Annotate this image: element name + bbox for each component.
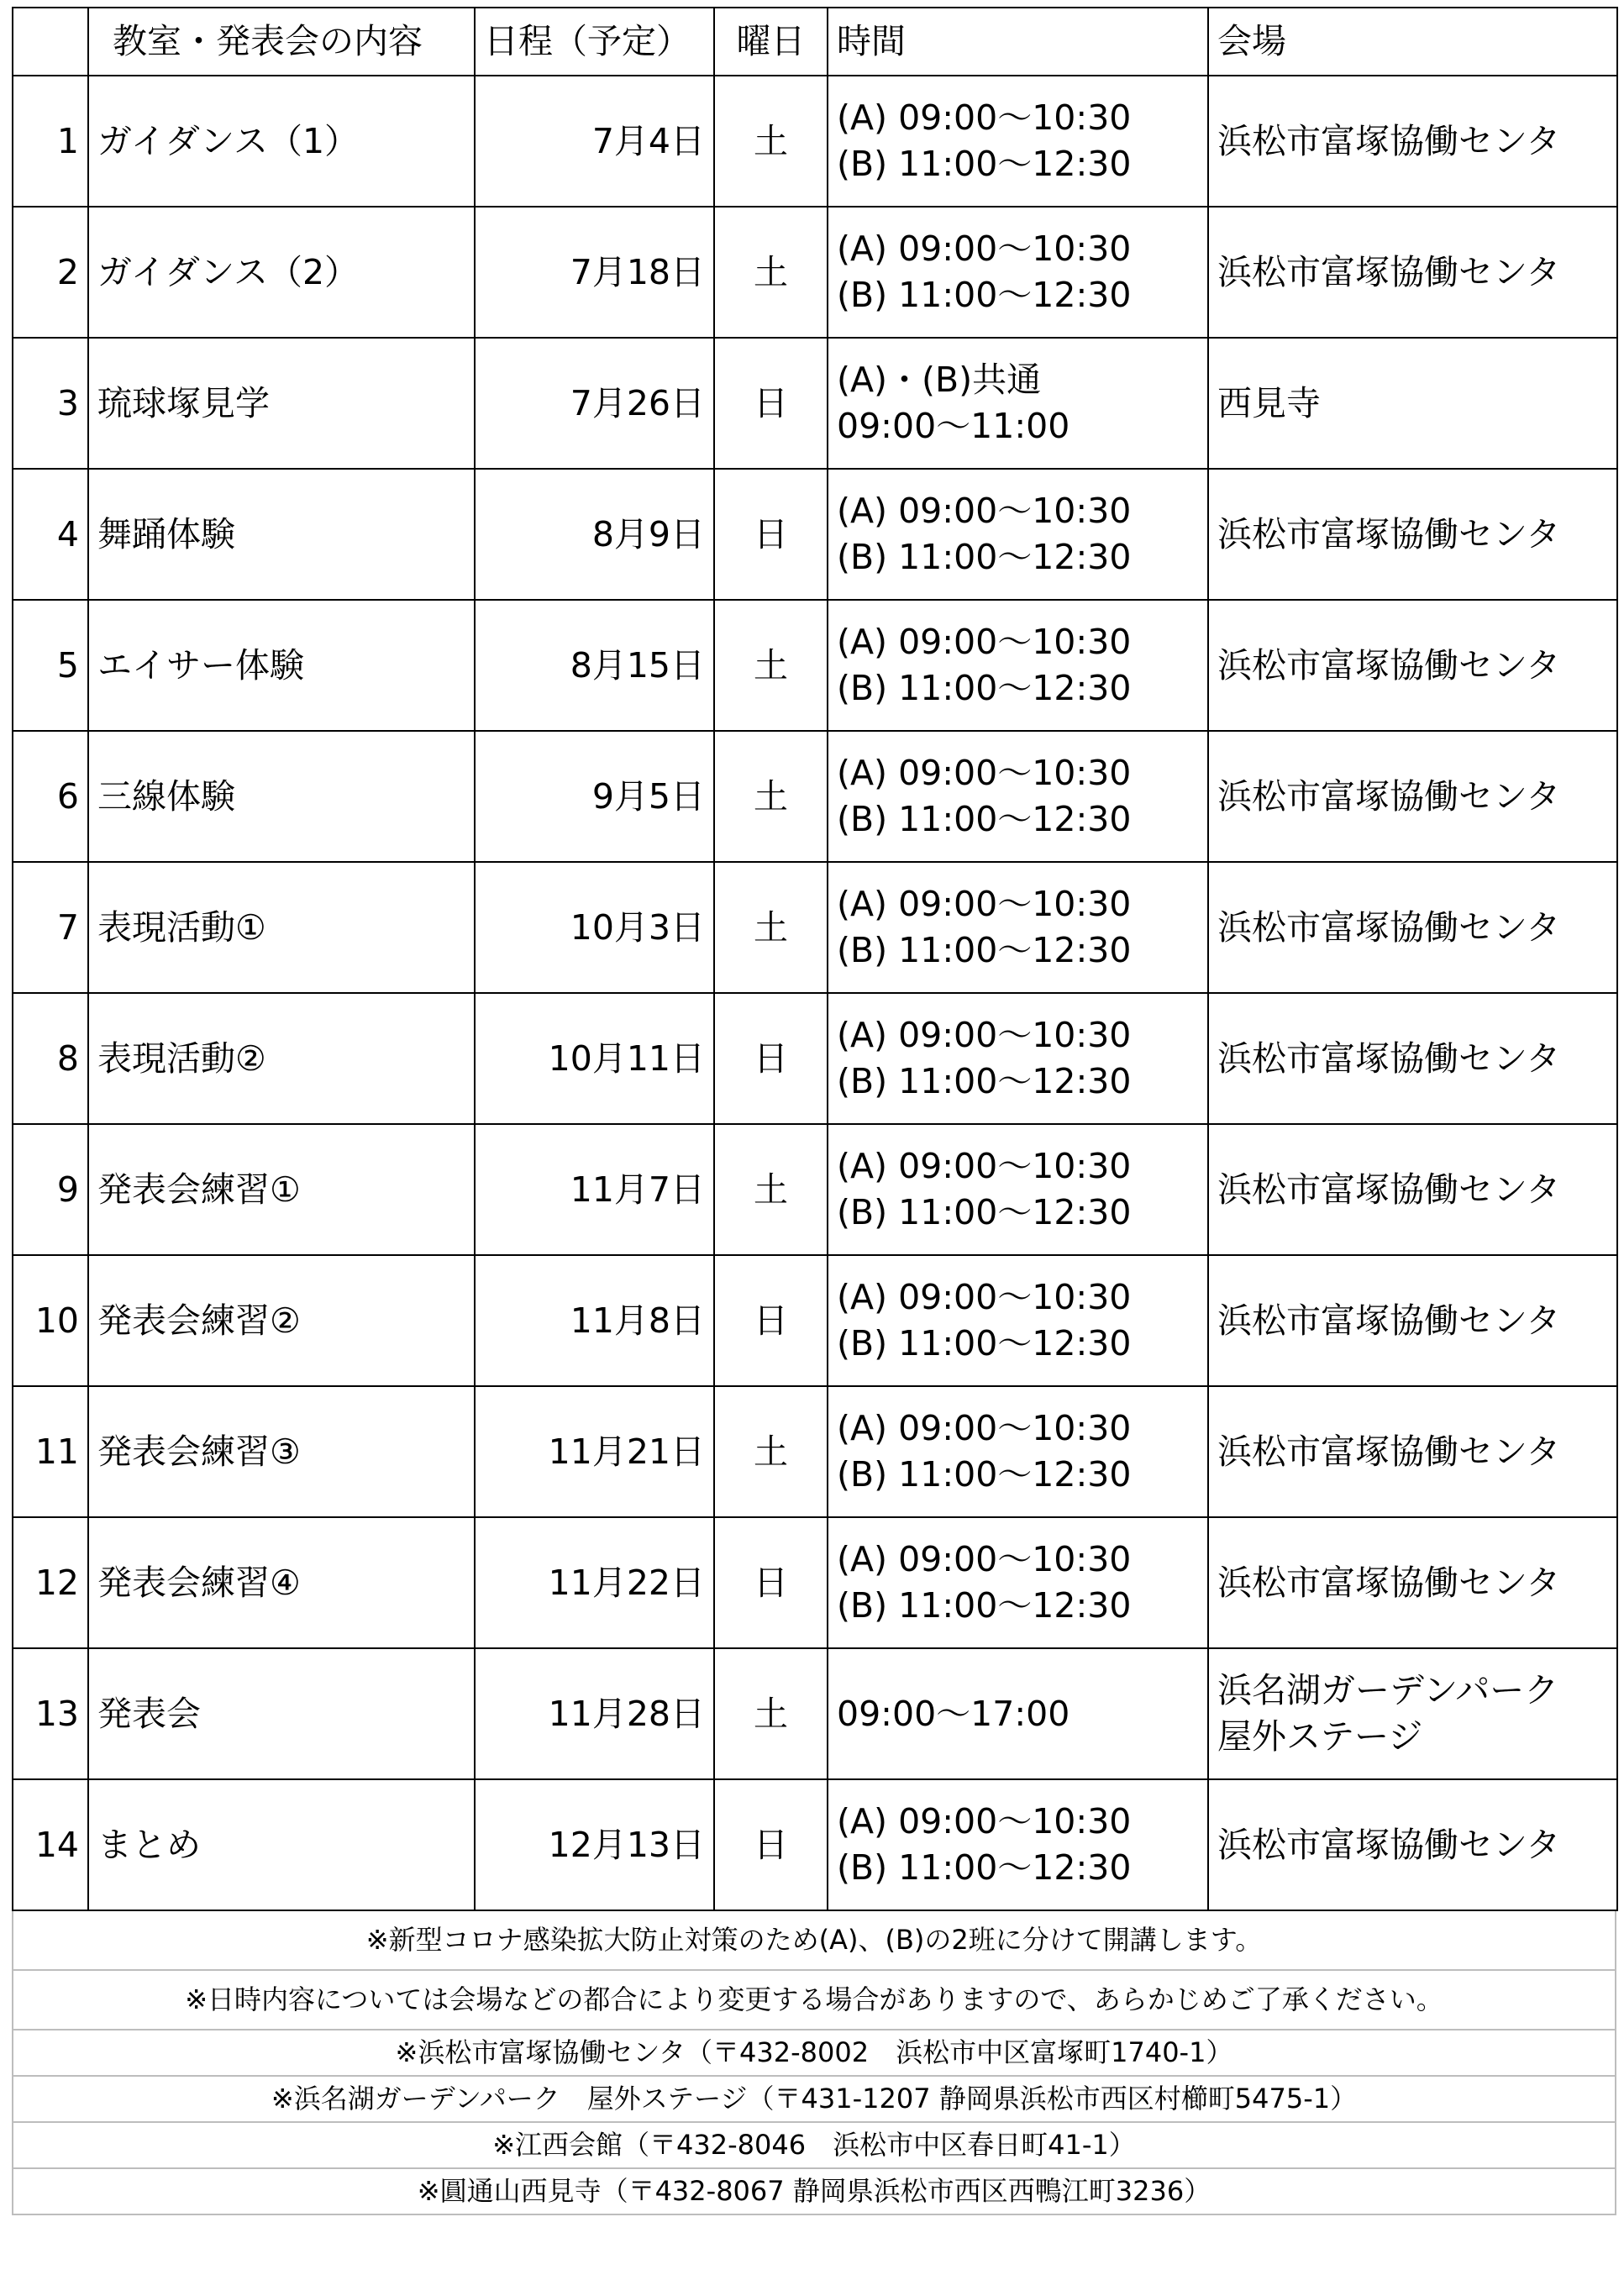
venue-line: 浜名湖ガーデンパーク bbox=[1217, 1670, 1559, 1710]
time-line: (B) 11:00～12:30 bbox=[837, 799, 1132, 839]
row-day-of-week: 土 bbox=[714, 862, 828, 993]
venue-line: 浜松市富塚協働センタ bbox=[1217, 775, 1561, 817]
table-row bbox=[13, 1124, 1617, 1255]
row-venue bbox=[1208, 993, 1617, 1124]
row-day-of-week: 日 bbox=[714, 1779, 828, 1910]
row-time bbox=[828, 1124, 1208, 1255]
time-line: (A) 09:00～10:30 bbox=[837, 1408, 1132, 1448]
row-content: 発表会練習③ bbox=[88, 1386, 475, 1517]
table-row bbox=[13, 1255, 1617, 1386]
row-venue bbox=[1208, 600, 1617, 731]
row-day-of-week: 日 bbox=[714, 993, 828, 1124]
table-row bbox=[13, 469, 1617, 600]
time-line: (A) 09:00～10:30 bbox=[837, 229, 1132, 269]
schedule-document bbox=[12, 7, 1616, 2215]
time-line: (B) 11:00～12:30 bbox=[837, 144, 1132, 184]
time-line: (A) 09:00～10:30 bbox=[837, 1801, 1132, 1841]
row-time bbox=[828, 862, 1208, 993]
time-line: (B) 11:00～12:30 bbox=[837, 1585, 1132, 1626]
time-line: (A) 09:00～10:30 bbox=[837, 1146, 1132, 1186]
row-content: ガイダンス（1） bbox=[88, 76, 475, 207]
row-content: 発表会 bbox=[88, 1648, 475, 1779]
time-line: (B) 11:00～12:30 bbox=[837, 1192, 1132, 1232]
venue-line: 浜松市富塚協働センタ bbox=[1217, 1431, 1561, 1472]
row-date: 8月9日 bbox=[475, 469, 714, 600]
row-time bbox=[828, 1517, 1208, 1648]
time-line: (A) 09:00～10:30 bbox=[837, 884, 1132, 924]
row-day-of-week: 土 bbox=[714, 76, 828, 207]
venue-line: 西見寺 bbox=[1217, 382, 1321, 423]
row-date: 11月22日 bbox=[475, 1517, 714, 1648]
time-line: (A) 09:00～10:30 bbox=[837, 1539, 1132, 1579]
venue-line: 浜松市富塚協働センタ bbox=[1217, 1824, 1561, 1865]
row-date: 11月8日 bbox=[475, 1255, 714, 1386]
row-content: 発表会練習① bbox=[88, 1124, 475, 1255]
row-date: 7月4日 bbox=[475, 76, 714, 207]
time-line: (B) 11:00～12:30 bbox=[837, 1454, 1132, 1495]
row-time bbox=[828, 1779, 1208, 1910]
row-day-of-week: 土 bbox=[714, 1648, 828, 1779]
time-line: (B) 11:00～12:30 bbox=[837, 275, 1132, 315]
table-row bbox=[13, 207, 1617, 338]
venue-line: 浜松市富塚協働センタ bbox=[1217, 1038, 1561, 1079]
row-venue bbox=[1208, 731, 1617, 862]
table-row bbox=[13, 600, 1617, 731]
venue-line: 浜松市富塚協働センタ bbox=[1217, 251, 1561, 292]
row-time bbox=[828, 1386, 1208, 1517]
row-day-of-week: 日 bbox=[714, 1517, 828, 1648]
row-date: 11月21日 bbox=[475, 1386, 714, 1517]
time-line: (B) 11:00～12:30 bbox=[837, 1847, 1132, 1888]
row-venue bbox=[1208, 1386, 1617, 1517]
table-row bbox=[13, 993, 1617, 1124]
row-number: 7 bbox=[13, 862, 88, 993]
table-row bbox=[13, 1779, 1617, 1910]
time-line: (A) 09:00～10:30 bbox=[837, 1015, 1132, 1055]
venue-line: 浜松市富塚協働センタ bbox=[1217, 513, 1561, 554]
table-row bbox=[13, 862, 1617, 993]
row-time bbox=[828, 600, 1208, 731]
row-content: まとめ bbox=[88, 1779, 475, 1910]
row-date: 10月11日 bbox=[475, 993, 714, 1124]
row-date: 10月3日 bbox=[475, 862, 714, 993]
row-date: 7月18日 bbox=[475, 207, 714, 338]
row-time bbox=[828, 76, 1208, 207]
time-line: (A) 09:00～10:30 bbox=[837, 491, 1132, 531]
row-venue bbox=[1208, 207, 1617, 338]
time-line: (A) 09:00～10:30 bbox=[837, 97, 1132, 138]
row-content: 発表会練習④ bbox=[88, 1517, 475, 1648]
header-time: 時間 bbox=[828, 8, 1208, 76]
row-day-of-week: 土 bbox=[714, 1124, 828, 1255]
note-line: ※浜名湖ガーデンパーク 屋外ステージ（〒431-1207 静岡県浜松市西区村櫛町5475-1） bbox=[12, 2077, 1616, 2123]
row-number: 2 bbox=[13, 207, 88, 338]
header-venue: 会場 bbox=[1208, 8, 1617, 76]
row-venue bbox=[1208, 469, 1617, 600]
note-line: ※日時内容については会場などの都合により変更する場合がありますので、あらかじめご了承ください。 bbox=[12, 1971, 1616, 2030]
schedule-table bbox=[12, 7, 1618, 1911]
venue-line: 浜松市富塚協働センタ bbox=[1217, 1562, 1561, 1603]
row-date: 11月7日 bbox=[475, 1124, 714, 1255]
row-day-of-week: 日 bbox=[714, 469, 828, 600]
row-time bbox=[828, 207, 1208, 338]
row-number: 1 bbox=[13, 76, 88, 207]
table-row bbox=[13, 1648, 1617, 1779]
header-day-of-week: 曜日 bbox=[714, 8, 828, 76]
row-venue bbox=[1208, 1517, 1617, 1648]
venue-line: 浜松市富塚協働センタ bbox=[1217, 906, 1561, 948]
row-content: 三線体験 bbox=[88, 731, 475, 862]
time-line: (A)・(B)共通 bbox=[837, 360, 1042, 400]
row-day-of-week: 日 bbox=[714, 338, 828, 469]
row-time bbox=[828, 731, 1208, 862]
time-line: 09:00～11:00 bbox=[837, 406, 1070, 446]
row-venue bbox=[1208, 1779, 1617, 1910]
time-line: (B) 11:00～12:30 bbox=[837, 1061, 1132, 1101]
venue-line: 浜松市富塚協働センタ bbox=[1217, 644, 1561, 686]
row-time bbox=[828, 338, 1208, 469]
time-line: 09:00～17:00 bbox=[837, 1693, 1070, 1734]
row-time bbox=[828, 1648, 1208, 1779]
time-line: (A) 09:00～10:30 bbox=[837, 753, 1132, 793]
note-line: ※新型コロナ感染拡大防止対策のため(A)、(B)の2班に分けて開講します。 bbox=[12, 1911, 1616, 1971]
row-content: 琉球塚見学 bbox=[88, 338, 475, 469]
time-line: (B) 11:00～12:30 bbox=[837, 537, 1132, 577]
row-number: 14 bbox=[13, 1779, 88, 1910]
venue-line: 浜松市富塚協働センタ bbox=[1217, 1169, 1561, 1210]
row-venue bbox=[1208, 338, 1617, 469]
row-content: エイサー体験 bbox=[88, 600, 475, 731]
row-number: 12 bbox=[13, 1517, 88, 1648]
table-row bbox=[13, 731, 1617, 862]
venue-line: 屋外ステージ bbox=[1217, 1716, 1423, 1757]
row-number: 8 bbox=[13, 993, 88, 1124]
time-line: (B) 11:00～12:30 bbox=[837, 1323, 1132, 1363]
row-venue bbox=[1208, 76, 1617, 207]
row-content: ガイダンス（2） bbox=[88, 207, 475, 338]
table-body bbox=[13, 76, 1617, 1910]
venue-line: 浜松市富塚協働センタ bbox=[1217, 1300, 1561, 1341]
row-number: 4 bbox=[13, 469, 88, 600]
row-time bbox=[828, 993, 1208, 1124]
header-content: 教室・発表会の内容 bbox=[88, 8, 475, 76]
row-date: 8月15日 bbox=[475, 600, 714, 731]
note-line: ※圓通山西見寺（〒432-8067 静岡県浜松市西区西鴨江町3236） bbox=[12, 2169, 1616, 2215]
notes-section bbox=[12, 1911, 1616, 2215]
row-venue bbox=[1208, 1124, 1617, 1255]
table-row bbox=[13, 1386, 1617, 1517]
row-day-of-week: 土 bbox=[714, 731, 828, 862]
table-row bbox=[13, 76, 1617, 207]
row-number: 5 bbox=[13, 600, 88, 731]
row-date: 9月5日 bbox=[475, 731, 714, 862]
time-line: (A) 09:00～10:30 bbox=[837, 622, 1132, 662]
time-line: (B) 11:00～12:30 bbox=[837, 930, 1132, 970]
table-header-row bbox=[13, 8, 1617, 76]
row-content: 表現活動① bbox=[88, 862, 475, 993]
row-day-of-week: 日 bbox=[714, 1255, 828, 1386]
note-line: ※浜松市富塚協働センタ（〒432-8002 浜松市中区富塚町1740-1） bbox=[12, 2030, 1616, 2077]
row-content: 表現活動② bbox=[88, 993, 475, 1124]
venue-line: 浜松市富塚協働センタ bbox=[1217, 120, 1561, 161]
table-row bbox=[13, 338, 1617, 469]
row-date: 11月28日 bbox=[475, 1648, 714, 1779]
header-date: 日程（予定） bbox=[475, 8, 714, 76]
row-number: 6 bbox=[13, 731, 88, 862]
row-venue bbox=[1208, 1648, 1617, 1779]
time-line: (B) 11:00～12:30 bbox=[837, 668, 1132, 708]
row-time bbox=[828, 1255, 1208, 1386]
row-number: 3 bbox=[13, 338, 88, 469]
table-row bbox=[13, 1517, 1617, 1648]
row-number: 13 bbox=[13, 1648, 88, 1779]
row-number: 11 bbox=[13, 1386, 88, 1517]
row-time bbox=[828, 469, 1208, 600]
time-line: (A) 09:00～10:30 bbox=[837, 1277, 1132, 1317]
row-date: 7月26日 bbox=[475, 338, 714, 469]
note-line: ※江西会館（〒432-8046 浜松市中区春日町41-1） bbox=[12, 2123, 1616, 2169]
row-venue bbox=[1208, 862, 1617, 993]
row-venue bbox=[1208, 1255, 1617, 1386]
row-number: 10 bbox=[13, 1255, 88, 1386]
header-number bbox=[13, 8, 88, 76]
row-day-of-week: 土 bbox=[714, 600, 828, 731]
row-date: 12月13日 bbox=[475, 1779, 714, 1910]
row-day-of-week: 土 bbox=[714, 207, 828, 338]
row-content: 発表会練習② bbox=[88, 1255, 475, 1386]
row-day-of-week: 土 bbox=[714, 1386, 828, 1517]
row-number: 9 bbox=[13, 1124, 88, 1255]
row-content: 舞踊体験 bbox=[88, 469, 475, 600]
